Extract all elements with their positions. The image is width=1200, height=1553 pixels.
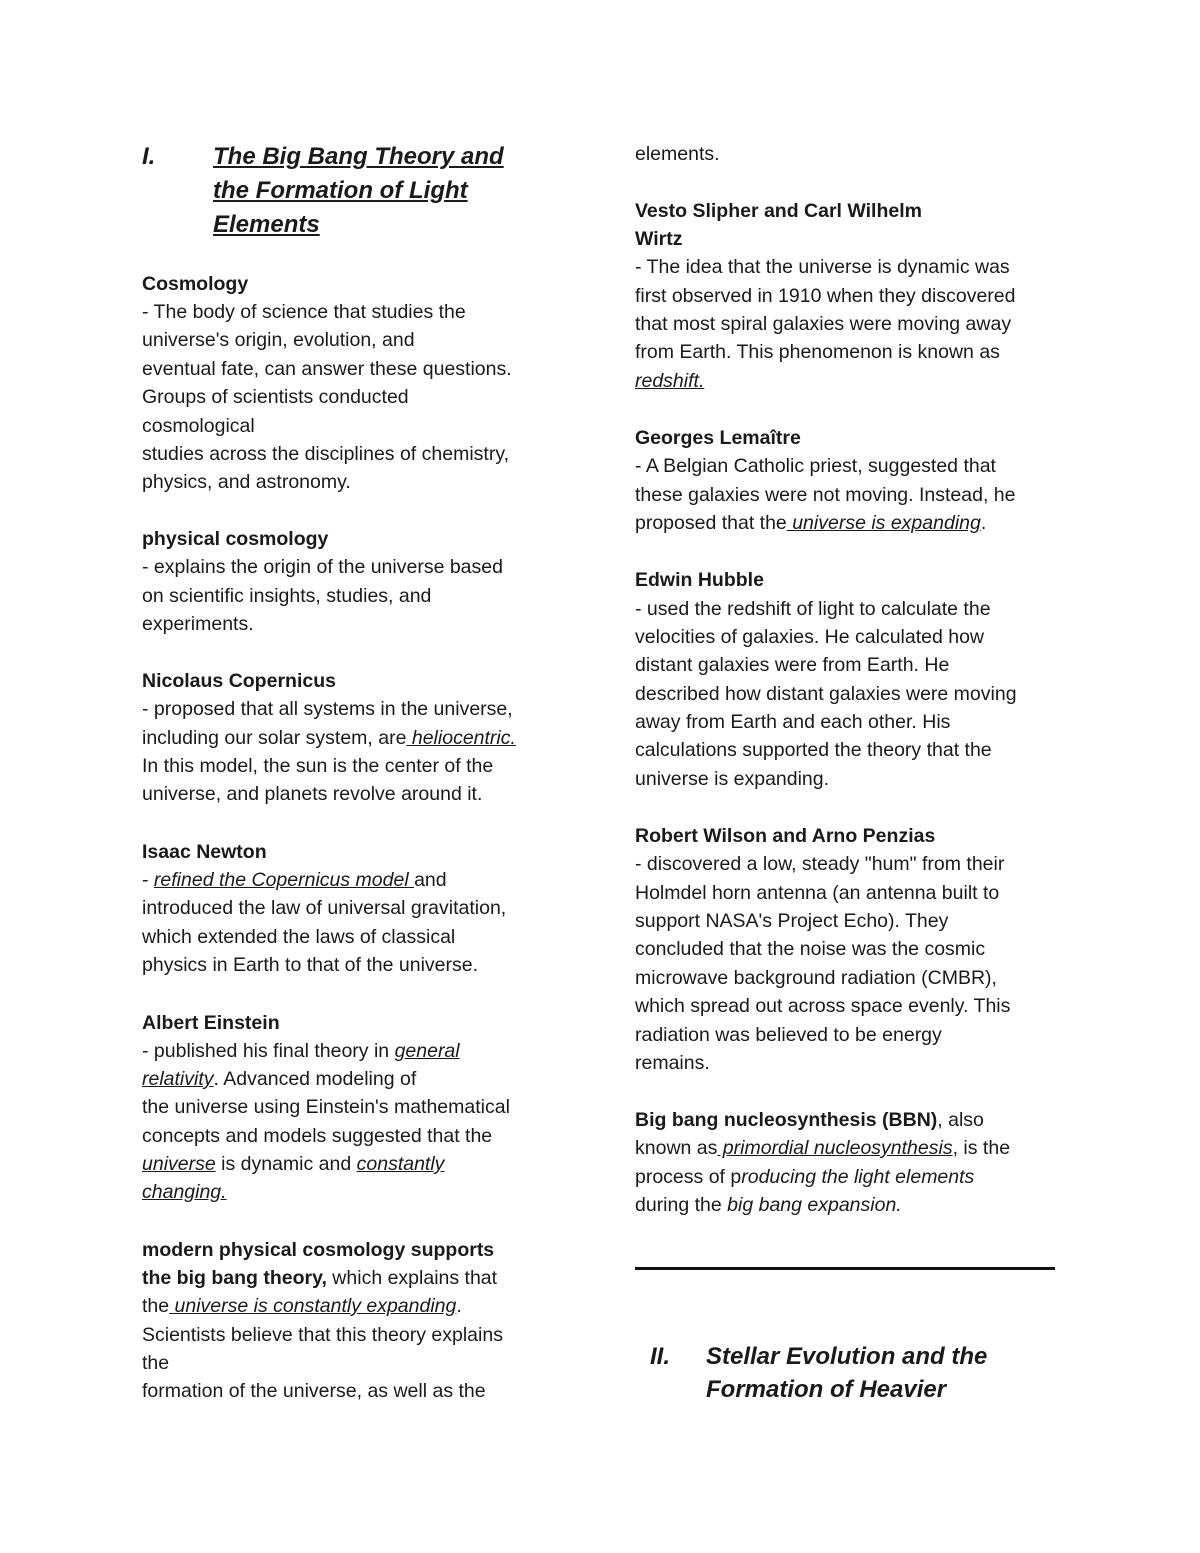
- primordial-emphasis: primordial nucleosynthesis: [717, 1137, 953, 1159]
- wilson-line-4: concluded that the noise was the cosmic: [635, 938, 986, 960]
- modern-line-5: the: [142, 1352, 170, 1374]
- bbn-line-2: [635, 1134, 1010, 1162]
- slipher-line-2: first observed in 1910 when they discovered: [635, 285, 1016, 307]
- newton-line-1-end: and: [414, 869, 447, 891]
- newton-dash: -: [142, 869, 154, 891]
- bbn-term: Big bang nucleosynthesis (BBN): [635, 1109, 938, 1131]
- term-hubble: Edwin Hubble: [635, 569, 764, 591]
- einstein-line-1: [142, 1037, 460, 1065]
- cosmology-line-7: physics, and astronomy.: [142, 471, 351, 493]
- einstein-line-2: [142, 1065, 416, 1093]
- section-2-title-line-1: Stellar Evolution and the: [706, 1343, 988, 1370]
- einstein-line-6: [142, 1178, 227, 1206]
- wilson-line-1: - discovered a low, steady "hum" from their: [635, 853, 1005, 875]
- modern-line-1: modern physical cosmology supports: [142, 1239, 495, 1261]
- term-newton: Isaac Newton: [142, 841, 267, 863]
- copernicus-line-3: In this model, the sun is the center of the: [142, 755, 494, 777]
- section-1-title-line-1: The Big Bang Theory and: [213, 143, 504, 170]
- lemaitre-line-1: - A Belgian Catholic priest, suggested that: [635, 455, 996, 477]
- general-emphasis: general: [394, 1040, 460, 1062]
- cosmology-line-5: cosmological: [142, 415, 255, 437]
- term-einstein: Albert Einstein: [142, 1012, 280, 1034]
- bbn-line-3: [635, 1163, 974, 1191]
- wilson-line-8: remains.: [635, 1052, 710, 1074]
- slipher-line-5: [635, 367, 704, 395]
- universe-expanding-emphasis: universe is expanding: [786, 512, 981, 534]
- bbn-line-1-end: , also: [937, 1109, 984, 1131]
- term-wilson-penzias: Robert Wilson and Arno Penzias: [635, 825, 936, 847]
- section-2-title-line-2: Formation of Heavier: [706, 1376, 947, 1403]
- slipher-line-3: that most spiral galaxies were moving away: [635, 313, 1012, 335]
- wilson-line-2: Holmdel horn antenna (an antenna built to: [635, 882, 1000, 904]
- bbn-line-4: [635, 1191, 902, 1219]
- redshift-emphasis: redshift.: [635, 370, 705, 392]
- einstein-line-5-text: is dynamic and: [215, 1153, 357, 1175]
- wilson-line-5: microwave background radiation (CMBR),: [635, 967, 997, 989]
- modern-line-3: [142, 1292, 462, 1320]
- term-copernicus: Nicolaus Copernicus: [142, 670, 336, 692]
- constantly-expanding-emphasis: universe is constantly expanding: [169, 1295, 457, 1317]
- elements-continuation: elements.: [635, 143, 720, 165]
- big-bang-theory-bold: the big bang theory,: [142, 1267, 327, 1289]
- heliocentric-emphasis: heliocentric.: [406, 727, 516, 749]
- term-slipher-line-2: Wirtz: [635, 228, 683, 250]
- modern-line-2: [142, 1264, 497, 1292]
- wilson-line-3: support NASA's Project Echo). They: [635, 910, 949, 932]
- lemaitre-line-2: these galaxies were not moving. Instead, he: [635, 484, 1016, 506]
- term-lemaitre: Georges Lemaître: [635, 427, 801, 449]
- section-2-heading: [650, 1340, 1070, 1410]
- constantly-emphasis: constantly: [356, 1153, 445, 1175]
- slipher-line-1: - The idea that the universe is dynamic was: [635, 256, 1010, 278]
- hubble-line-2: velocities of galaxies. He calculated how: [635, 626, 985, 648]
- section-divider: [635, 1267, 1055, 1270]
- wilson-line-6: which spread out across space evenly. This: [635, 995, 1011, 1017]
- einstein-line-2-text: . Advanced modeling of: [213, 1068, 417, 1090]
- changing-emphasis: changing.: [142, 1181, 227, 1203]
- cosmology-line-1: - The body of science that studies the: [142, 301, 466, 323]
- relativity-emphasis: relativity: [142, 1068, 214, 1090]
- light-elements-emphasis: roducing the light elements: [741, 1166, 975, 1188]
- cosmology-line-4: Groups of scientists conducted: [142, 386, 409, 408]
- section-1-title-line-3: Elements: [213, 211, 320, 238]
- hubble-line-6: calculations supported the theory that the: [635, 739, 992, 761]
- section-1-number: I.: [142, 143, 156, 170]
- term-physical-cosmology: physical cosmology: [142, 528, 329, 550]
- newton-line-2: introduced the law of universal gravitation,: [142, 897, 507, 919]
- term-slipher-line-1: Vesto Slipher and Carl Wilhelm: [635, 200, 922, 222]
- einstein-line-3: the universe using Einstein's mathematical: [142, 1096, 510, 1118]
- hubble-line-5: away from Earth and each other. His: [635, 711, 951, 733]
- lemaitre-line-3-end: .: [980, 512, 987, 534]
- einstein-line-5: [142, 1150, 444, 1178]
- section-2-number: II.: [650, 1343, 671, 1370]
- section-1-heading: [142, 140, 572, 250]
- bbn-line-3-start: process of p: [635, 1166, 742, 1188]
- bbn-line-4-start: during the: [635, 1194, 728, 1216]
- hubble-line-3: distant galaxies were from Earth. He: [635, 654, 950, 676]
- bbn-line-1: [635, 1106, 984, 1134]
- einstein-line-1-text: - published his final theory in: [142, 1040, 395, 1062]
- modern-line-3-start: the: [142, 1295, 170, 1317]
- big-bang-expansion-emphasis: big bang expansion.: [727, 1194, 902, 1216]
- hubble-line-1: - used the redshift of light to calculate the: [635, 598, 991, 620]
- modern-line-2-text: which explains that: [326, 1267, 498, 1289]
- modern-line-4: Scientists believe that this theory explains: [142, 1324, 503, 1346]
- cosmology-line-3: eventual fate, can answer these questions.: [142, 358, 512, 380]
- newton-line-3: which extended the laws of classical: [142, 926, 456, 948]
- modern-line-6: formation of the universe, as well as the: [142, 1380, 486, 1402]
- slipher-line-4: from Earth. This phenomenon is known as: [635, 341, 1000, 363]
- section-1-title-line-2: the Formation of Light: [213, 177, 468, 204]
- bbn-line-2-end: , is the: [952, 1137, 1011, 1159]
- modern-line-3-end: .: [456, 1295, 462, 1317]
- copernicus-line-1: - proposed that all systems in the universe,: [142, 698, 513, 720]
- term-cosmology: Cosmology: [142, 273, 249, 295]
- cosmology-line-2: universe's origin, evolution, and: [142, 329, 415, 351]
- hubble-line-4: described how distant galaxies were moving: [635, 683, 1017, 705]
- copernicus-line-2-text: including our solar system, are: [142, 727, 407, 749]
- physical-line-3: experiments.: [142, 613, 254, 635]
- copernicus-line-4: universe, and planets revolve around it.: [142, 783, 483, 805]
- newton-line-1: [142, 866, 447, 894]
- physical-line-2: on scientific insights, studies, and: [142, 585, 432, 607]
- wilson-line-7: radiation was believed to be energy: [635, 1024, 942, 1046]
- hubble-line-7: universe is expanding.: [635, 768, 830, 790]
- einstein-line-4: concepts and models suggested that the: [142, 1125, 493, 1147]
- physical-line-1: - explains the origin of the universe based: [142, 556, 503, 578]
- lemaitre-line-3-start: proposed that the: [635, 512, 787, 534]
- newton-line-4: physics in Earth to that of the universe.: [142, 954, 479, 976]
- cosmology-line-6: studies across the disciplines of chemistry,: [142, 443, 510, 465]
- lemaitre-line-3: [635, 509, 986, 537]
- universe-emphasis: universe: [142, 1153, 216, 1175]
- newton-emphasis: refined the Copernicus model: [153, 869, 415, 891]
- copernicus-line-2: [142, 724, 516, 752]
- bbn-line-2-start: known as: [635, 1137, 718, 1159]
